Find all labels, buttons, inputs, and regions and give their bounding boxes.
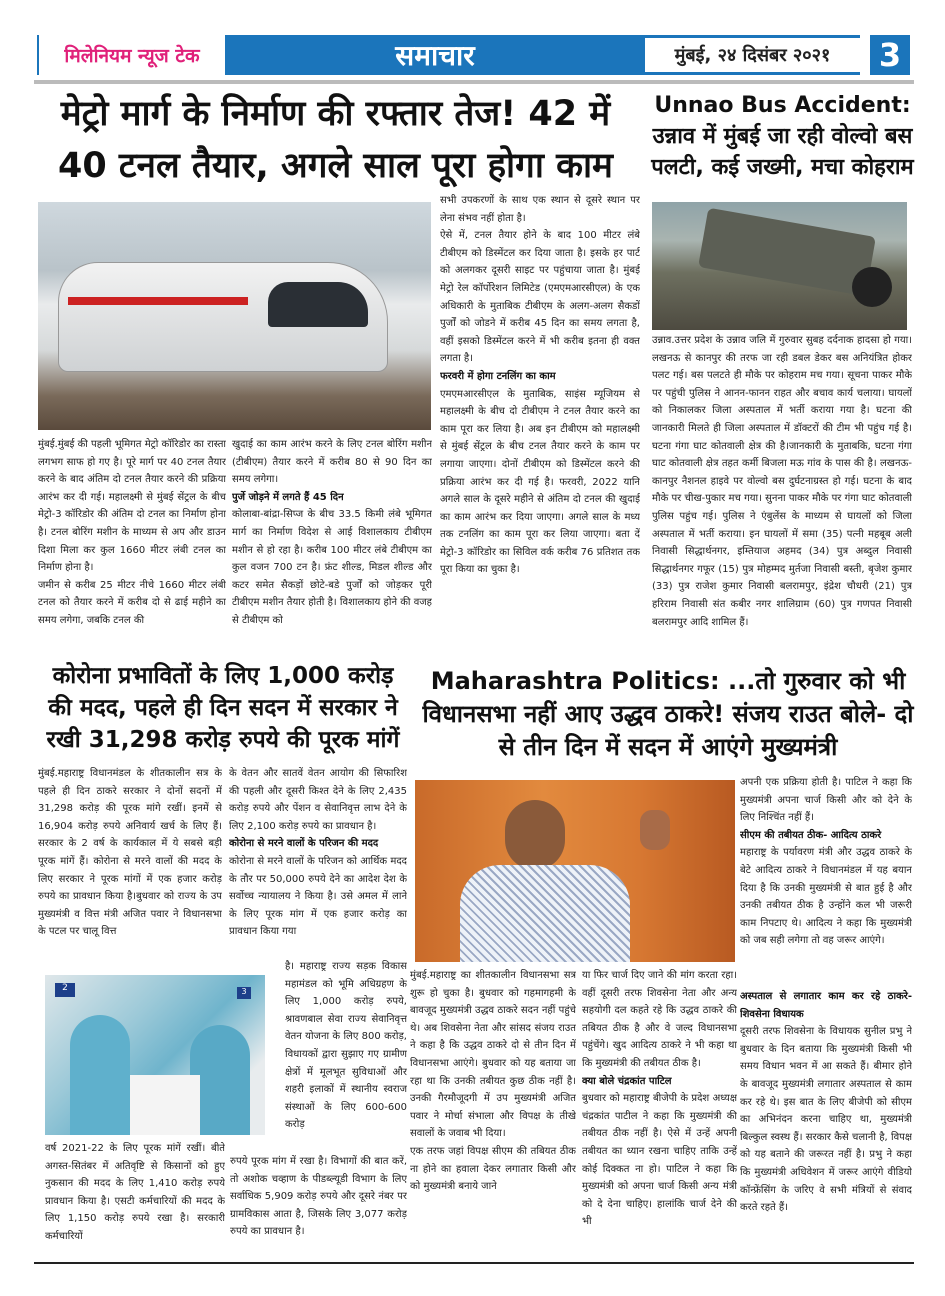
- subheading: अस्पताल से लगातार काम कर रहे ठाकरे- शिवसेना विधायक: [740, 991, 912, 1020]
- subheading: पुर्जे जोड़ने में लगते हैं 45 दिन: [232, 491, 344, 503]
- paragraph: कोरोना से मरने वालों के परिजन को आर्थिक मदद के तौर पर 50,000 रुपये देने का आदेश देश के सर्वोच्च न्यायालय ने किया है। उसे अमल में लाने के लिए पूरक मांग में एक हजार करोड़ का प्रावधान किया गया: [229, 855, 407, 938]
- unnao-body: [652, 332, 912, 654]
- paragraph: के वेतन और सातवें वेतन आयोग की सिफारिश की पहली और दूसरी किश्त देने के लिए 2,435 करोड़ रुपये और पेंशन व सेवानिवृत्त लाभ देने के लिए 2,100 करोड़ रुपये का प्रावधान है।: [229, 768, 407, 832]
- paragraph: खुदाई का काम आरंभ करने के लिए टनल बोरिंग मशीन (टीबीएम) तैयार करने में करीब 80 से 90 दिन का समय लगेगा।: [232, 439, 432, 486]
- bus-accident-photo: [652, 202, 907, 330]
- corona-column-1-cont: [45, 1140, 225, 1258]
- corona-headline: कोरोना प्रभावितों के लिए 1,000 करोड़ की मदद, पहले ही दिन सदन में सरकार ने रखी 31,298 करोड़ रुपये की पूरक मांगें: [46, 663, 400, 753]
- metro-column-2: [232, 436, 432, 656]
- section-title: समाचार: [225, 35, 645, 75]
- header-divider: [34, 80, 914, 84]
- paragraph: एक तरफ जहां विपक्ष सीएम की तबियत ठीक ना होने का हवाला देकर लगातार किसी और को मुख्यमंत्री बनाये जाने: [410, 1145, 576, 1193]
- politics-headline: Maharashtra Politics: ...तो गुरुवार को भी विधानसभा नहीं आए उद्धव ठाकरे! संजय राउत बोले- दो से तीन दिन में सदन में आएंगे मुख्यमंत्री: [422, 667, 914, 761]
- paragraph: बुधवार को महाराष्ट्र बीजेपी के प्रदेश अध्यक्ष चंद्रकांत पाटील ने कहा कि मुख्यमंत्री की तबीयत ठीक नहीं है। ऐसे में उन्हें अपनी तबीयत का ध्यान रखना चाहिए ताकि उन्हें कोई दिक्कत ना हो। पाटिल ने कहा कि मुख्यमंत्री को अपना चार्ज किसी अन्य मंत्री को दे देना चाहिए। हालांकि चार्ज देने की भी: [582, 1093, 737, 1228]
- page-number: 3: [870, 35, 910, 75]
- paragraph: उन्नाव.उत्तर प्रदेश के उन्नाव जलि में गुरुवार सुबह दर्दनाक हादसा हो गया। लखनऊ से कानपुर की तरफ जा रही डबल डेकर बस अनियंत्रित होकर पलट गई। बस पलटते ही मौके पर कोहराम मच गया। सूचना पाकर मौके पर पहुंची पुलिस ने आनन-फानन राहत और बचाव कार्य चलाया। घायलों को निकालकर जिला अस्पताल में भर्ती कराया गया है। घटना की जानकारी मिलते ही जिला अस्पताल में डॉक्टरों की टीम भी पहुंच गई है। घटना गंगा घाट कोतवाली क्षेत्र की है।जानकारी के मुताबकि, घटना गंगा घाट कोतवाली क्षेत्र तहत कर्मी बिजला मऊ गांव के पास की है। लखनऊ-कानपुर नैशनल हाइवे पर वोल्वो बस दुर्घटनाग्रस्त हो गई। घटना के बाद मौके पर चीख-पुकार मच गया। सुनना पाकर मौके पर गंगा घाट कोतवाली पुलिस पहुंच गई। पुलिस ने एंबुलेंस के माध्यम से घायलों को जिला अस्पताल में भर्ती कराया। इन घायलों में समा (35) पत्नी महबूब अली निवासी सिद्धार्थनगर, इम्तियाज अहमद (34) पुत्र अब्दुल निवासी सिद्धार्थनगर गफूर (15) पुत्र मोहम्मद मुर्तजा निवासी बस्ती, बृजेश कुमार (33) पुत्र राजेश कुमार निवासी बलरामपुर, इंद्रेश चौधरी (21) पुत्र हरिराम निवासी संत कबीर नगर शालिग्राम (60) पुत्र गणपत निवासी बलरामपुर आदि शामिल हैं।: [652, 335, 912, 628]
- subheading: क्या बोले चंद्रकांत पाटिल: [582, 1075, 672, 1087]
- subheading: फरवरी में होगा टनलिंग का काम: [440, 370, 556, 382]
- paragraph: मुंबई.मुंबई की पहली भूमिगत मेट्रो कॉरिडोर का रास्ता लगभग साफ हो गए है। पूरे मार्ग पर 40 टनल तैयार करने के बाद अंतिम दो टनल तैयार करने की प्रक्रिया आरंभ कर दी गई। महालक्ष्मी से मुंबई सेंट्रल के बीच मेट्रो-3 कॉरिडोर की अंतिम दो टनल का निर्माण होना है। टनल बोरिंग मशीन के माध्यम से अप और डाउन दिशा मिला कर कुल 1660 मीटर लंबी टनल का निर्माण होना है।: [38, 439, 226, 574]
- paragraph: मुंबई.महाराष्ट्र विधानमंडल के शीतकालीन सत्र के पहले ही दिन ठाकरे सरकार ने दोनों सदनों में 31,298 करोड़ की पूरक मांगे रखीं। इनमें से 16,904 करोड़ रुपये अनिवार्य खर्च के लिए हैं। सरकार के 2 वर्ष के कार्यकाल में ये सबसे बड़ी पूरक मांगें हैं। कोरोना से मरने वालों की मदद के लिए सरकार ने पूरक मांगों में एक हजार करोड़ रुपये का प्रावधान किया है।बुधवार को राज्य के उप मुख्यमंत्री व वित्त मंत्री अजित पवार ने विधानसभा के पटल पर चालू वित्त: [38, 768, 222, 938]
- paragraph: है। महाराष्ट्र राज्य सड़क विकास महामंडल को भूमि अधिग्रहण के लिए 1,000 करोड़ रुपये, श्रावणबाल सेवा राज्य सेवानिवृत्त वेतन योजना के लिए 800 करोड़, विधायकों द्वारा सुझाए गए ग्रामीण क्षेत्रों में मूलभूत सुविधाओं और शहरी इलाकों में स्थानीय स्वराज संस्थाओं के लिए 600-600 करोड़: [285, 961, 407, 1131]
- paragraph: अपनी एक प्रक्रिया होती है। पाटिल ने कहा कि मुख्यमंत्री अपना चार्ज किसी और को देने के लिए निश्चिंत नहीं हैं।: [740, 777, 912, 824]
- metro-train-photo: [38, 202, 431, 430]
- corona-column-2: [229, 765, 407, 960]
- paragraph: वर्ष 2021-22 के लिए पूरक मांगें रखीं। बीते अगस्त-सितंबर में अतिवृष्टि से किसानों को हुए नुकसान की मदद के लिए 1,410 करोड़ रुपये प्रावधान किया है। एसटी कर्मचारियों की मदद के लिए 1,150 करोड़ रुपये रखा है। सरकारी कर्मचारियों: [45, 1143, 225, 1242]
- paragraph: कोलाबा-बांद्रा-सिप्ज के बीच 33.5 किमी लंबे भूमिगत मार्ग का निर्माण विदेश से आई विशालकाय टीबीएम मशीन से हो रहा है। करीब 100 मीटर लंबे टीबीएम का कुल वजन 700 टन है। फ्रंट शील्ड, मिडल शील्ड और कटर समेत सैकड़ों छोटे-बडे पुर्जों को जोड़कर पूरी टीबीएम मशीन तैयार होती है। विशालकाय होने की वजह से टीबीएम को: [232, 509, 432, 626]
- politics-column-1: [410, 967, 576, 1257]
- corona-column-1: [38, 765, 222, 955]
- footer-rule: [34, 1262, 914, 1264]
- paragraph: महाराष्ट्र के पर्यावरण मंत्री और उद्धव ठाकरे के बेटे आदित्य ठाकरे ने विधानमंडल में यह बयान दिया है कि उनकी मुख्यमंत्री से बात हुई है और उनकी तबीयत ठीक है उन्होंने कल भी जरूरी काम निपटाए थे। आदित्य ने कहा कि मुख्यमंत्री को जब सही लगेगा तो वह जरूर आएंगे।: [740, 847, 912, 947]
- paragraph: जमीन से करीब 25 मीटर नीचे 1660 मीटर लंबी टनल को तैयार करने में करीब दो से ढाई महीने का समय लगेगा, जबकि टनल की: [38, 579, 226, 626]
- photo-label: 3: [237, 987, 251, 999]
- edition-date: मुंबई, २४ दिसंबर २०२१: [645, 35, 860, 75]
- metro-column-1: [38, 436, 226, 656]
- paragraph: या फिर चार्ज दिए जाने की मांग करता रहा। वहीं दूसरी तरफ शिवसेना नेता और अन्य सहयोगी दल कहते रहे कि उद्धव ठाकरे की तबियत ठीक है और वे जल्द विधानसभा पहुंचेंगे। खुद आदित्य ठाकरे ने भी कहा था कि मुख्यमंत्री की तबीयत ठीक है।: [582, 970, 737, 1069]
- paragraph: दूसरी तरफ शिवसेना के विधायक सुनील प्रभु ने बुधवार के दिन बताया कि मुख्यमंत्री किसी भी समय विधान भवन में आ सकते हैं। बीमार होने के बावजूद मुख्यमंत्री लगातार अस्पताल से काम कर रहे थे। इस बात के लिए बीजेपी को सीएम का अभिनंदन करना चाहिए था, मुख्यमंत्री बिल्कुल स्वस्थ हैं। सरकार कैसे चलानी है, विपक्ष को यह बताने की जरूरत नहीं है। प्रभु ने कहा कि मुख्यमंत्री अधिवेशन में जरूर आएंगे वीडियो कॉन्फ्रेंसिंग के जरिए वे सभी मंत्रियों से संवाद करते रहते हैं।: [740, 1026, 912, 1214]
- corona-column-2-end: [230, 1153, 407, 1258]
- politics-column-2: [582, 967, 737, 1257]
- paragraph: एमएमआरसीएल के मुताबिक, साइंस म्यूजियम से महालक्ष्मी के बीच दो टीबीएम ने टनल तैयार करने का काम पूरा कर लिया है। अब इन टीबीएम को महालक्ष्मी से मुंबई सेंट्रल के बीच टनल तैयार करने के काम पर लगाया जाएगा। दोनों टीबीएम को डिस्मेंटल करने की प्रक्रिया आरंभ कर दी गई है। फरवरी, 2022 यानि अगले साल के दूसरे महीने से अंतिम दो टनल की खुदाई का काम आरंभ कर दिया जाएगा। अगले साल के मध्य तक टनलिंग का काम पूरा कर लिया जाएगा। बता दें मेट्रो-3 कॉरिडोर का सिविल वर्क करीब 76 प्रतिशत तक पूरा किया का चुका है।: [440, 388, 640, 576]
- politics-column-3-cont: [740, 988, 912, 1248]
- subheading: कोरोना से मरने वालों के परिजन की मदद: [229, 838, 379, 850]
- subheading: सीएम की तबीयत ठीक- आदित्य ठाकरे: [740, 829, 882, 841]
- unnao-headline: Unnao Bus Accident: उन्नाव में मुंबई जा रही वोल्वो बस पलटी, कई जख्मी, मचा कोहराम: [651, 93, 914, 180]
- paragraph: ऐसे में, टनल तैयार होने के बाद 100 मीटर लंबे टीबीएम को डिस्मेंटल कर दिया जाता है। इसके हर पार्ट को अलगकर दूसरी साइट पर पहुंचाया जाता है। मुंबई मेट्रो रेल कॉर्पोरेशन लिमिटेड (एमएमआरसीएल) के एक अधिकारी के मुताबिक टीबीएम के अलग-अलग सैकडों पुर्जों को जोडने में करीब 45 दिन का समय लगता है, वहीं इसको डिस्मेंटल करने में भी करीब इतना ही वक्त लगता है।: [440, 230, 640, 365]
- photo-label: 2: [55, 983, 75, 997]
- masthead-logo: मिलेनियम न्यूज टेक: [37, 35, 225, 75]
- metro-headline: मेट्रो मार्ग के निर्माण की रफ्तार तेज! 42 में 40 टनल तैयार, अगले साल पूरा होगा काम: [58, 94, 613, 186]
- covid-hospital-photo: [45, 975, 265, 1135]
- paragraph: रुपये पूरक मांग में रखा है। विभागों की बात करें, तो अशोक चव्हाण के पीडब्ल्यूडी विभाग के लिए सर्वाधिक 5,909 करोड़ रुपये और दूसरे नंबर पर ग्रामविकास आता है, जिसके लिए 3,077 करोड़ रुपये का प्रावधान है।: [230, 1156, 407, 1238]
- politics-column-3: [740, 774, 912, 988]
- paragraph: सभी उपकरणों के साथ एक स्थान से दूसरे स्थान पर लेना संभव नहीं होता है।: [440, 195, 640, 224]
- metro-column-3: [440, 192, 640, 658]
- uddhav-thackeray-photo: [415, 780, 735, 962]
- corona-column-2-cont: [285, 958, 407, 1150]
- paragraph: मुंबई.महाराष्ट्र का शीतकालीन विधानसभा सत्र शुरू हो चुका है। बुधवार को गहमागहमी के बावजूद मुख्यमंत्री उद्धव ठाकरे सदन नहीं पहुंचे थे। अब शिवसेना नेता और सांसद संजय राउत ने कहा है कि उद्धव ठाकरे दो से तीन दिन में विधानसभा आएंगे। बुधवार को यह बताया जा रहा था कि उनकी तबीयत कुछ ठीक नहीं है। उनकी गैरमौजूदगी में उप मुख्यमंत्री अजित पवार ने मोर्चा संभाला और विपक्ष के तीखे सवालों के जवाब भी दिया।: [410, 970, 576, 1140]
